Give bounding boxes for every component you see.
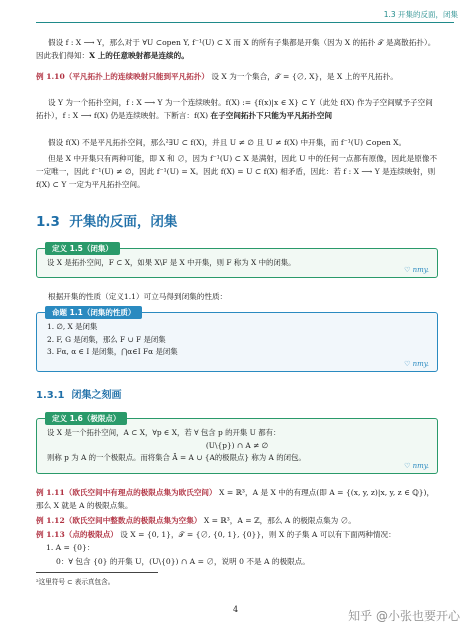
bold-conclusion: X 上的任意映射都是连续的。	[89, 51, 189, 61]
paragraph-continuous-map	[36, 96, 438, 122]
example-1-12	[36, 514, 438, 527]
definition-body: 设 X 是拓扑空间，F ⊂ X，如果 X\F 是 X 中开集，则 F 称为 X 中的闭集。	[47, 258, 296, 267]
footnote: ²这里符号 ⊂ 表示真包含。	[36, 578, 115, 586]
header-rule	[36, 22, 454, 23]
subsection-number: 1.3.1	[36, 390, 65, 401]
example-text: X = ℝ³，A = ℤ，那么 A 的极限点集为 ∅。	[201, 516, 356, 525]
paragraph-discrete-topology	[36, 36, 438, 62]
paragraph-text: 假设 f : X ⟶ Y，那么对于 ∀U ⊂open Y, f⁻¹(U) ⊂ X 而 X 的所有子集都是开集（因为 X 的拓扑 𝒯 是离散拓扑）。因此我们得知：	[36, 38, 436, 61]
example-label: 例 1.11（欧氏空间中有理点的极限点集为欧氏空间）	[36, 488, 217, 497]
definition-body	[47, 427, 427, 465]
list-item: 3. Fα, α ∈ I 是闭集，⋂α∈I Fα 是闭集	[47, 347, 178, 356]
definition-label: 定义 1.5（闭集）	[45, 242, 120, 255]
proposition-list	[47, 321, 427, 359]
section-number: 1.3	[36, 214, 60, 230]
definition-line: 则称 p 为 A 的一个极限点。而将集合 Ā = A ∪ {A的极限点} 称为 A 的闭包。	[47, 453, 306, 462]
example-label: 例 1.10（平凡拓扑上的连续映射只能到平凡拓扑）	[36, 72, 210, 81]
paragraph-contradiction-assumption: 假设 f(X) 不是平凡拓扑空间，那么²∃U ⊂ f(X)，并且 U ≠ ∅ 且 U ≠ f(X) 中开集，而 f⁻¹(U) ⊂open X。	[48, 138, 407, 147]
subsection-heading	[36, 386, 121, 401]
example-case: 1. A = {0}：	[46, 543, 95, 552]
page-number: 4	[233, 605, 239, 614]
paragraph-contradiction-conclusion: 但是 X 中开集只有两种可能，即 X 和 ∅，因为 f⁻¹(U) ⊂ X 是满射，因此 U 中的任何一点都有原像，因此是原像不一定唯一，因此 f⁻¹(U) ≠ ∅，因此 f⁻¹(U) = X。因此 f(X) = U ⊂ f(X) 相矛盾，因此：若 f : X ⟶ Y 是连续映射，则 f(X) ⊂ Y 一定为平凡拓扑空间。	[36, 154, 438, 190]
subsection-title: 闭集之刻画	[71, 390, 122, 401]
paragraph-text: 设 Y 为一个拓扑空间，f : X ⟶ Y 为一个连续映射。f(X) := {f(x)|x ∈ X} ⊂ Y（此处 f(X) 作为子空间赋予子空间拓扑），f : X ⟶ f(X) 仍是连续映射。下断言：f(X)	[36, 98, 433, 121]
list-item: 2. F, G 是闭集，那么 F ∪ F 是闭集	[47, 334, 166, 344]
definition-formula: (U\{p}) ∩ A ≠ ∅	[205, 440, 269, 450]
definition-box-closed-set	[36, 244, 438, 278]
example-text: X = ℝ³，A 是 X 中的有理点(即 A = {(x, y, z)|x, y, z ∈ ℚ})，那么 X 就是 A 的极限点集。	[36, 488, 435, 511]
box-signature: ♡ nmy.	[404, 360, 429, 368]
example-label: 例 1.13（点的极限点）	[36, 530, 118, 539]
box-signature: ♡ nmy.	[404, 266, 429, 274]
definition-label: 定义 1.6（极限点）	[45, 412, 127, 425]
example-1-11	[36, 486, 438, 512]
list-item: 1. ∅, X 是闭集	[47, 322, 98, 331]
proposition-box	[36, 308, 438, 372]
section-heading	[36, 210, 177, 230]
definition-line: 设 X 是一个拓扑空间，A ⊂ X，∀p ∈ X，若 ∀ 包含 p 的开集 U 都有：	[47, 428, 281, 437]
section-title: 开集的反面，闭集	[69, 214, 178, 230]
proposition-label: 命题 1.1（闭集的性质）	[45, 306, 142, 319]
example-1-13	[36, 528, 438, 541]
example-text: 设 X 为一个集合，𝒯 = {∅, X}，是 X 上的平凡拓扑。	[209, 72, 398, 81]
running-header: 1.3 开集的反面，闭集	[383, 10, 458, 19]
example-text: 设 X = {0, 1}，𝒯 = {∅, {0, 1}, {0}}，则 X 的子集 A 可以有下面两种情况：	[117, 530, 396, 539]
example-case-text: 0：∀ 包含 {0} 的开集 U，(U\{0}) ∩ A = ∅，说明 0 不是 A 的极限点。	[56, 557, 310, 566]
watermark: 知乎 @小张也要开心	[348, 609, 460, 623]
paragraph-closed-set-properties: 根据开集的性质（定义1.1）可立马得到闭集的性质：	[48, 292, 228, 301]
footnote-rule	[36, 572, 158, 573]
bold-assertion: 在子空间拓扑下只能为平凡拓扑空间	[210, 111, 333, 121]
definition-box-limit-point	[36, 414, 438, 474]
example-label: 例 1.12（欧氏空间中整数点的极限点集为空集）	[36, 516, 202, 525]
example-1-10	[36, 70, 438, 83]
box-signature: ♡ nmy.	[404, 462, 429, 470]
